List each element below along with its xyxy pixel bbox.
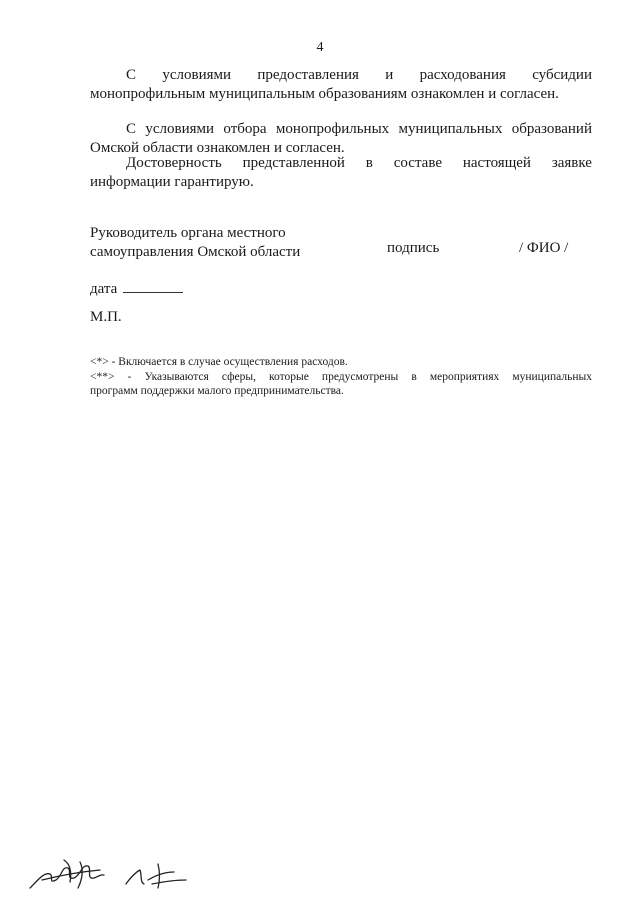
date-blank-line [123,278,183,293]
paragraph-selection-conditions [90,120,592,158]
official-title-line1: Руководитель органа местного [90,225,286,241]
word: сферы, [221,370,256,383]
word: муниципальных [512,370,592,383]
date-label: дата [90,281,118,297]
official-title-line2: самоуправления Омской области [90,244,301,260]
paragraph-subsidy-conditions [90,66,592,104]
word: муниципальных [398,121,503,137]
word: которые [269,370,309,383]
word: в [365,155,373,171]
word: Достоверность [126,155,222,171]
official-title [90,224,300,262]
signature-label: подпись [387,240,440,256]
word: предусмотрены [321,370,399,383]
word: С [126,67,137,83]
text-line: Омской области ознакомлен и согласен. [90,140,345,156]
word: <**> [90,370,115,383]
word: настоящей [462,155,531,171]
text-line: монопрофильным муниципальным образованиям ознакомлен и согласен. [90,86,559,102]
word: - [127,370,132,383]
word: монопрофильных [275,121,390,137]
justified-line [90,66,592,85]
word: мероприятиях [429,370,500,383]
word: условиями [145,121,215,137]
text-line: информации гарантирую. [90,174,254,190]
paragraph-reliability-guarantee [90,154,592,192]
justified-line [90,120,592,139]
word: составе [393,155,442,171]
footnotes [90,355,592,399]
justified-line [90,154,592,173]
word: и [385,67,394,83]
fio-label: / ФИО / [519,240,569,256]
footnote-2-continuation: программ поддержки малого предпринимательства. [90,385,344,397]
handwritten-signature [28,850,198,900]
stamp-place-label: М.П. [90,309,122,325]
footnote-1: <*> - Включается в случае осуществления расходов. [90,356,348,368]
word: образований [511,121,592,137]
word: отбора [223,121,267,137]
word: представленной [242,155,345,171]
page-number: 4 [316,40,324,55]
word: расходования [419,67,506,83]
word: Указываются [144,370,209,383]
word: заявке [551,155,592,171]
word: предоставления [257,67,359,83]
footnote-2-first-line [90,370,592,385]
date-field [90,278,183,298]
word: в [411,370,417,383]
word: условиями [162,67,232,83]
word: С [126,121,137,137]
word: субсидии [532,67,592,83]
